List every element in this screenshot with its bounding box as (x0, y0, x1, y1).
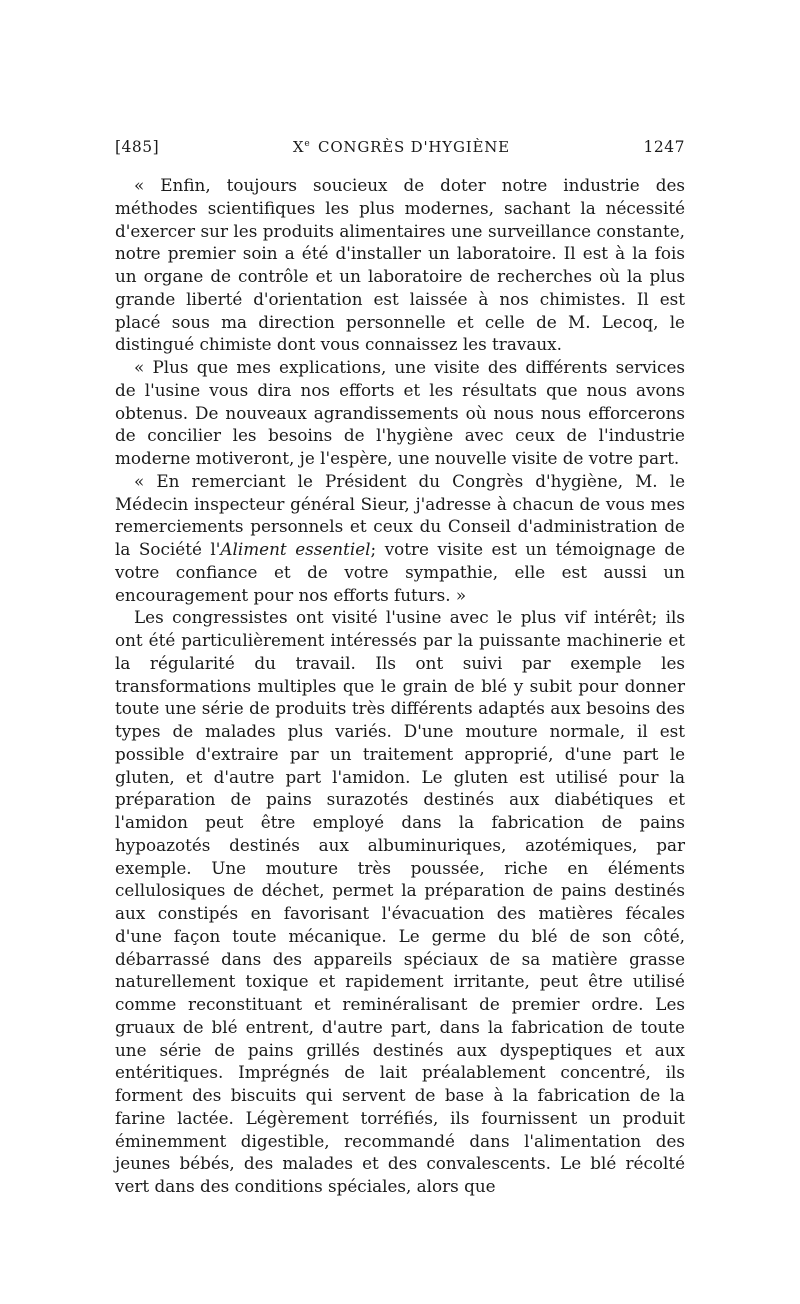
paragraph-usine: Les congressistes ont visité l'usine avec le plus vif intérêt; ils ont été particulièrement intéressés par la puissante machinerie et la régularité du travail. Ils ont suivi par exemple les transformations multiples que le grain de blé y subit pour donner toute une série de produits très différents adaptés aux besoins des types de malades plus variés. D'une mouture normale, il est possible d'extraire par un traitement approprié, d'une part le gluten, et d'autre part l'amidon. Le gluten est utilisé pour la préparation de pains surazotés destinés aux diabétiques et l'amidon peut être employé dans la fabrication de pains hypoazotés destinés aux albuminuriques, azotémiques, par exemple. Une mouture très poussée, riche en éléments cellulosiques de déchet, permet la préparation de pains destinés aux constipés en favorisant l'évacuation des matières fécales d'une façon toute mécanique. Le germe du blé de son côté, débarrassé dans des appareils spéciaux de sa matière grasse naturellement toxique et rapidement irritante, peut être utilisé comme reconstituant et reminéralisant de premier ordre. Les gruaux de blé entrent, d'autre part, dans la fabrication de toute une série de pains grillés destinés aux dyspeptiques et aux entéritiques. Imprégnés de lait préalablement concentré, ils forment des biscuits qui servent de base à la fabrication de la farine lactée. Légèrement torréfiés, ils fournissent un produit éminemment digestible, recommandé dans l'alimentation des jeunes bébés, des malades et des convalescents. Le blé récolté vert dans des conditions spéciales, alors que (115, 607, 685, 1196)
document-page (115, 138, 685, 1198)
body-text (115, 174, 685, 1198)
running-header (115, 138, 685, 162)
paragraph-remerciements-start: « En remerciant le Président du Congrès d'hygiène, M. le Médecin inspecteur général Sieur, j'adresse à chacun de vous mes remerciements personnels et ceux du Conseil d'administration de la Société l' (115, 470, 685, 559)
section-number: [485] (115, 138, 160, 156)
running-title-roman: X (292, 138, 305, 156)
paragraph-remerciements-end: ; votre visite est un témoignage de votre confiance et de votre sympathie, elle est aussi un encouragement pour nos efforts futurs. » (115, 539, 686, 605)
running-title (293, 138, 510, 156)
paragraph-laboratoire: « Enfin, toujours soucieux de doter notre industrie des méthodes scientifiques les plus modernes, sachant la nécessité d'exercer sur les produits alimentaires une surveillance constante, notre premier soin a été d'installer un laboratoire. Il est à la fois un organe de contrôle et un laboratoire de recherches où la plus grande liberté d'orientation est laissée à nos chimistes. Il est placé sous ma direction personnelle et celle de M. Lecoq, le distingué chimiste dont vous connaissez les travaux. (115, 175, 685, 355)
company-name-italic: Aliment essentiel (220, 539, 371, 559)
running-title-superscript: e (304, 139, 311, 149)
page-number: 1247 (643, 138, 685, 156)
paragraph-remerciements (115, 470, 685, 607)
running-title-text: CONGRÈS D'HYGIÈNE (318, 138, 510, 156)
paragraph-visite: « Plus que mes explications, une visite des différents services de l'usine vous dira nos efforts et les résultats que nous avons obtenus. De nouveaux agrandissements où nous nous efforcerons de concilier les besoins de l'hygiène avec ceux de l'industrie moderne motiveront, je l'espère, une nouvelle visite de votre part. (115, 357, 685, 468)
